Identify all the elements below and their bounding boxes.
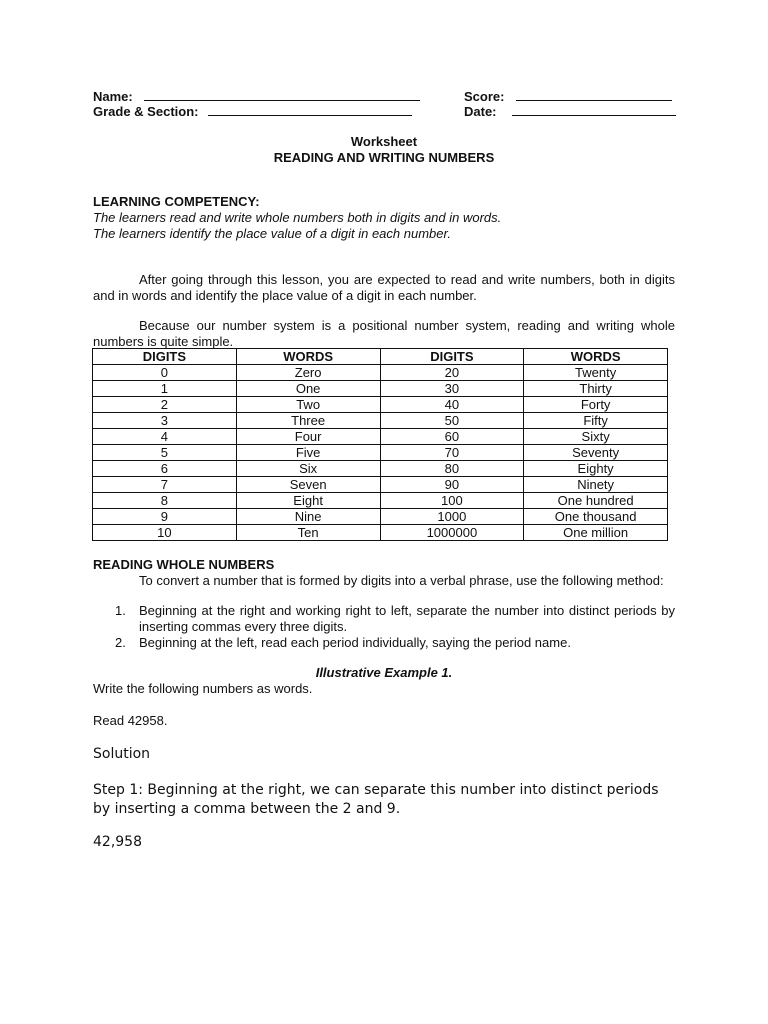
table-cell: Two [236,397,380,413]
table-row [93,413,668,429]
digits-words-table [92,348,668,541]
table-cell: Seven [236,477,380,493]
table-cell: 2 [93,397,237,413]
grade-section-label: Grade & Section: [93,104,199,119]
table-cell: Seventy [524,445,668,461]
table-cell: 3 [93,413,237,429]
table-cell: 1000 [380,509,524,525]
table-cell: Nine [236,509,380,525]
table-row [93,509,668,525]
solution-label: Solution [93,746,151,762]
score-blank-line[interactable] [516,88,672,101]
table-row [93,397,668,413]
table-cell: 1 [93,381,237,397]
table-cell: 60 [380,429,524,445]
table-cell: Ninety [524,477,668,493]
table-cell: Five [236,445,380,461]
score-field [464,88,672,104]
table-cell: One thousand [524,509,668,525]
step-text: Beginning at the left, read each period individually, saying the period name. [139,635,571,650]
step-text: Beginning at the right and working right to left, separate the number into distinct periods by inserting commas every three digits. [139,603,675,634]
competency-heading: LEARNING COMPETENCY: [93,194,260,209]
intro-paragraph-2: Because our number system is a positional number system, reading and writing whole numbers is quite simple. [93,318,675,349]
date-blank-line[interactable] [512,103,676,116]
score-label: Score: [464,89,505,104]
table-cell: Fifty [524,413,668,429]
table-row [93,429,668,445]
intro-paragraph-1: After going through this lesson, you are expected to read and write numbers, both in digits and in words and identify the place value of a digit in each number. [93,272,675,303]
table-cell: Three [236,413,380,429]
reading-steps [93,603,675,651]
reading-heading: READING WHOLE NUMBERS [93,557,275,572]
table-cell: Four [236,429,380,445]
header-words-1: WORDS [236,349,380,365]
table-row [93,461,668,477]
table-header-row [93,349,668,365]
grade-section-field [93,103,412,119]
table-cell: 1000000 [380,525,524,541]
table-row [93,493,668,509]
table-cell: Six [236,461,380,477]
date-field [464,103,676,119]
table-row [93,365,668,381]
header-words-2: WORDS [524,349,668,365]
competency-line-1: The learners read and write whole numbers both in digits and in words. [93,210,502,225]
table-cell: 9 [93,509,237,525]
table-cell: 10 [93,525,237,541]
example-title: Illustrative Example 1. [315,665,453,680]
table-cell: 0 [93,365,237,381]
learning-competency [93,194,673,242]
solution-step-1: Step 1: Beginning at the right, we can separate this number into distinct periods by inserting a comma between the 2 and 9. [93,782,659,817]
date-label: Date: [464,104,497,119]
table-cell: 5 [93,445,237,461]
title-line-1: Worksheet [350,134,418,149]
table-cell: 6 [93,461,237,477]
table-cell: 70 [380,445,524,461]
table-row [93,381,668,397]
table-cell: 100 [380,493,524,509]
table-cell: 7 [93,477,237,493]
table-cell: 4 [93,429,237,445]
table-cell: 50 [380,413,524,429]
table-cell: One hundred [524,493,668,509]
list-item [93,635,675,651]
header-digits-1: DIGITS [93,349,237,365]
table-cell: 20 [380,365,524,381]
table-row [93,525,668,541]
example-read: Read 42958. [93,713,168,728]
competency-line-2: The learners identify the place value of a digit in each number. [93,226,451,241]
table-cell: Thirty [524,381,668,397]
table-cell: Eight [236,493,380,509]
list-item [93,603,675,635]
step-number: 1. [115,603,126,618]
name-field [93,88,420,104]
table-row [93,445,668,461]
example-instruction: Write the following numbers as words. [93,681,313,696]
table-cell: 80 [380,461,524,477]
reading-intro: To convert a number that is formed by digits into a verbal phrase, use the following method: [139,573,664,588]
table-cell: Zero [236,365,380,381]
table-cell: Forty [524,397,668,413]
table-row [93,477,668,493]
header-digits-2: DIGITS [380,349,524,365]
table-cell: 30 [380,381,524,397]
table-cell: Ten [236,525,380,541]
table-cell: One million [524,525,668,541]
table-cell: One [236,381,380,397]
table-cell: Eighty [524,461,668,477]
grade-section-blank-line[interactable] [208,103,412,116]
worksheet-title [0,134,768,166]
name-label: Name: [93,89,133,104]
name-blank-line[interactable] [144,88,420,101]
step-number: 2. [115,635,126,650]
table-cell: 90 [380,477,524,493]
table-cell: 8 [93,493,237,509]
table-cell: Sixty [524,429,668,445]
table-cell: Twenty [524,365,668,381]
solution-result: 42,958 [93,834,142,850]
table-cell: 40 [380,397,524,413]
title-line-2: READING AND WRITING NUMBERS [273,150,495,165]
